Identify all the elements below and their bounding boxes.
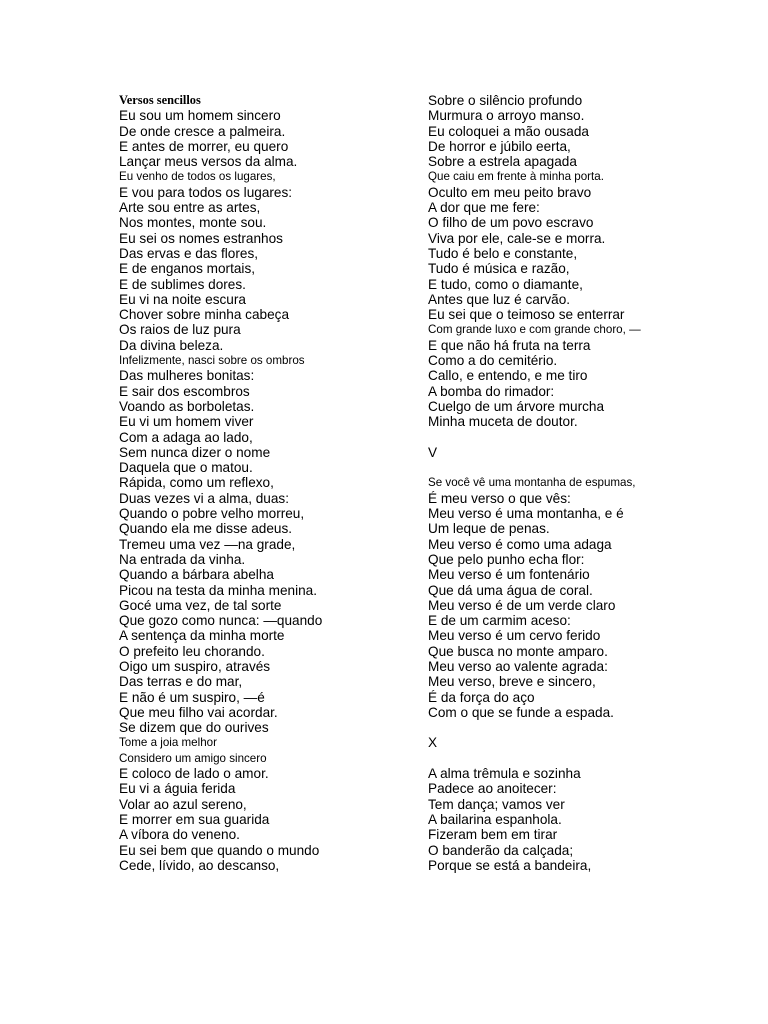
- poem-line: E não é um suspiro, —é: [119, 689, 265, 705]
- poem-line: Voando as borboletas.: [119, 398, 255, 414]
- poem-line: Meu verso é um cervo ferido: [428, 628, 601, 644]
- poem-line: Que meu filho vai acordar.: [119, 704, 278, 720]
- poem-line: De horror e júbilo eerta,: [428, 138, 571, 154]
- poem-line: Infelizmente, nasci sobre os ombros: [119, 354, 305, 368]
- poem-line: Quando ela me disse adeus.: [119, 521, 293, 537]
- poem-line: Eu vi na noite escura: [119, 291, 246, 307]
- poem-line: Eu coloquei a mão ousada: [428, 123, 589, 139]
- poem-line: O filho de um povo escravo: [428, 215, 594, 231]
- poem-line: [428, 430, 728, 445]
- poem-line: Antes que luz é carvão.: [428, 291, 571, 307]
- poem-line: A bomba do rimador:: [428, 383, 555, 399]
- poem-line: Meu verso é um fontenário: [428, 567, 590, 583]
- poem-line: Tome a joia melhor: [119, 736, 217, 750]
- poem-line: Que dá uma água de coral.: [428, 582, 593, 598]
- poem-line: E sair dos escombros: [119, 383, 250, 399]
- poem-line: Oigo um suspiro, através: [119, 658, 271, 674]
- poem-line: De onde cresce a palmeira.: [119, 123, 286, 139]
- poem-line: O prefeito leu chorando.: [119, 643, 265, 659]
- poem-line: Se dizem que do ourives: [119, 720, 269, 736]
- poem-line: Quando a bárbara abelha: [119, 567, 274, 583]
- poem-column-left: [119, 93, 419, 873]
- poem-line: Considero um amigo sincero: [119, 751, 267, 765]
- poem-line: [428, 460, 728, 475]
- poem-line: Meu verso é como uma adaga: [428, 536, 612, 552]
- poem-line: Que gozo como nunca: —quando: [119, 613, 323, 629]
- poem-line: Tudo é belo e constante,: [428, 245, 578, 261]
- poem-line: E de enganos mortais,: [119, 261, 256, 277]
- poem-line: Sobre a estrela apagada: [428, 154, 577, 170]
- poem-line: Duas vezes vi a alma, duas:: [119, 490, 290, 506]
- poem-line: Das mulheres bonitas:: [119, 368, 255, 384]
- poem-line: Nos montes, monte sou.: [119, 215, 267, 231]
- poem-line: Fizeram bem em tirar: [428, 827, 558, 843]
- poem-line: É da força do aço: [428, 689, 535, 705]
- poem-line: E que não há fruta na terra: [428, 337, 591, 353]
- poem-line: A víbora do veneno.: [119, 827, 240, 843]
- poem-line: E vou para todos os lugares:: [119, 184, 293, 200]
- poem-line: Com o que se funde a espada.: [428, 704, 614, 720]
- poem-line: Eu sei que o teimoso se enterrar: [428, 307, 625, 323]
- poem-line: Volar ao azul sereno,: [119, 796, 247, 812]
- poem-line: E de um carmim aceso:: [428, 613, 571, 629]
- poem-line: Meu verso é uma montanha, e é: [428, 506, 624, 522]
- poem-line: Da divina beleza.: [119, 337, 224, 353]
- poem-line: Picou na testa da minha menina.: [119, 582, 317, 598]
- poem-line: Tremeu uma vez —na grade,: [119, 536, 296, 552]
- poem-line: Das terras e do mar,: [119, 674, 243, 690]
- poem-line: Chover sobre minha cabeça: [119, 307, 290, 323]
- poem-line: Meu verso é de um verde claro: [428, 597, 616, 613]
- poem-line: Oculto em meu peito bravo: [428, 184, 592, 200]
- poem-line: [428, 751, 728, 766]
- poem-line: Tem dança; vamos ver: [428, 796, 565, 812]
- poem-line: Na entrada da vinha.: [119, 551, 246, 567]
- poem-line: E coloco de lado o amor.: [119, 766, 269, 782]
- poem-line: Gocé uma vez, de tal sorte: [119, 597, 282, 613]
- poem-line: Que pelo punho echa flor:: [428, 551, 585, 567]
- poem-line: O banderão da calçada;: [428, 842, 574, 858]
- poem-line: E de sublimes dores.: [119, 276, 246, 292]
- poem-line: Arte sou entre as artes,: [119, 200, 261, 216]
- poem-line: Sem nunca dizer o nome: [119, 444, 271, 460]
- poem-line: Cuelgo de um árvore murcha: [428, 398, 605, 414]
- poem-line: Sobre o silêncio profundo: [428, 93, 583, 108]
- poem-line: A sentença da minha morte: [119, 628, 285, 644]
- poem-line: E tudo, como o diamante,: [428, 276, 583, 292]
- poem-line: Eu sei os nomes estranhos: [119, 230, 283, 246]
- poem-line: Eu vi um homem viver: [119, 414, 254, 430]
- poem-line: [428, 720, 728, 735]
- poem-line: Porque se está a bandeira,: [428, 857, 592, 873]
- poem-line: Murmura o arroyo manso.: [428, 108, 585, 124]
- poem-line: Lançar meus versos da alma.: [119, 154, 298, 170]
- poem-line: Viva por ele, cale-se e morra.: [428, 230, 606, 246]
- poem-column-right: [428, 93, 728, 873]
- poem-line: Meu verso ao valente agrada:: [428, 658, 608, 674]
- poem-line: Os raios de luz pura: [119, 322, 241, 338]
- poem-line: Que caiu em frente à minha porta.: [428, 170, 604, 184]
- poem-line: Quando o pobre velho morreu,: [119, 506, 305, 522]
- poem-line: E antes de morrer, eu quero: [119, 138, 289, 154]
- poem-line: Das ervas e das flores,: [119, 245, 259, 261]
- poem-line: Rápida, como um reflexo,: [119, 475, 274, 491]
- poem-line: Um leque de penas.: [428, 521, 550, 537]
- poem-line: Eu venho de todos os lugares,: [119, 170, 276, 184]
- poem-line: Eu sei bem que quando o mundo: [119, 842, 320, 858]
- poem-line: Com grande luxo e com grande choro, —: [428, 323, 641, 337]
- poem-line: Com a adaga ao lado,: [119, 429, 253, 445]
- poem-line: Que busca no monte amparo.: [428, 643, 608, 659]
- poem-line: Tudo é música e razão,: [428, 261, 570, 277]
- poem-line: Se você vê uma montanha de espumas,: [428, 476, 636, 490]
- poem-line: Como a do cemitério.: [428, 353, 558, 369]
- poem-line: E morrer em sua guarida: [119, 811, 270, 827]
- poem-line: V: [428, 444, 438, 460]
- poem-line: Cede, lívido, ao descanso,: [119, 857, 280, 873]
- poem-line: Eu vi a águia ferida: [119, 781, 236, 797]
- poem-line: A bailarina espanhola.: [428, 811, 562, 827]
- poem-line: Eu sou um homem sincero: [119, 108, 281, 124]
- poem-line: Meu verso, breve e sincero,: [428, 674, 596, 690]
- poem-line: A dor que me fere:: [428, 200, 540, 216]
- poem-line: Minha muceta de doutor.: [428, 414, 578, 430]
- poem-line: Callo, e entendo, e me tiro: [428, 368, 588, 384]
- poem-title: Versos sencillos: [119, 93, 201, 107]
- poem-line: É meu verso o que vês:: [428, 490, 571, 506]
- poem-line: Daquela que o matou.: [119, 460, 253, 476]
- poem-line: Padece ao anoitecer:: [428, 781, 557, 797]
- poem-line: A alma trêmula e sozinha: [428, 766, 581, 782]
- poem-line: X: [428, 735, 438, 751]
